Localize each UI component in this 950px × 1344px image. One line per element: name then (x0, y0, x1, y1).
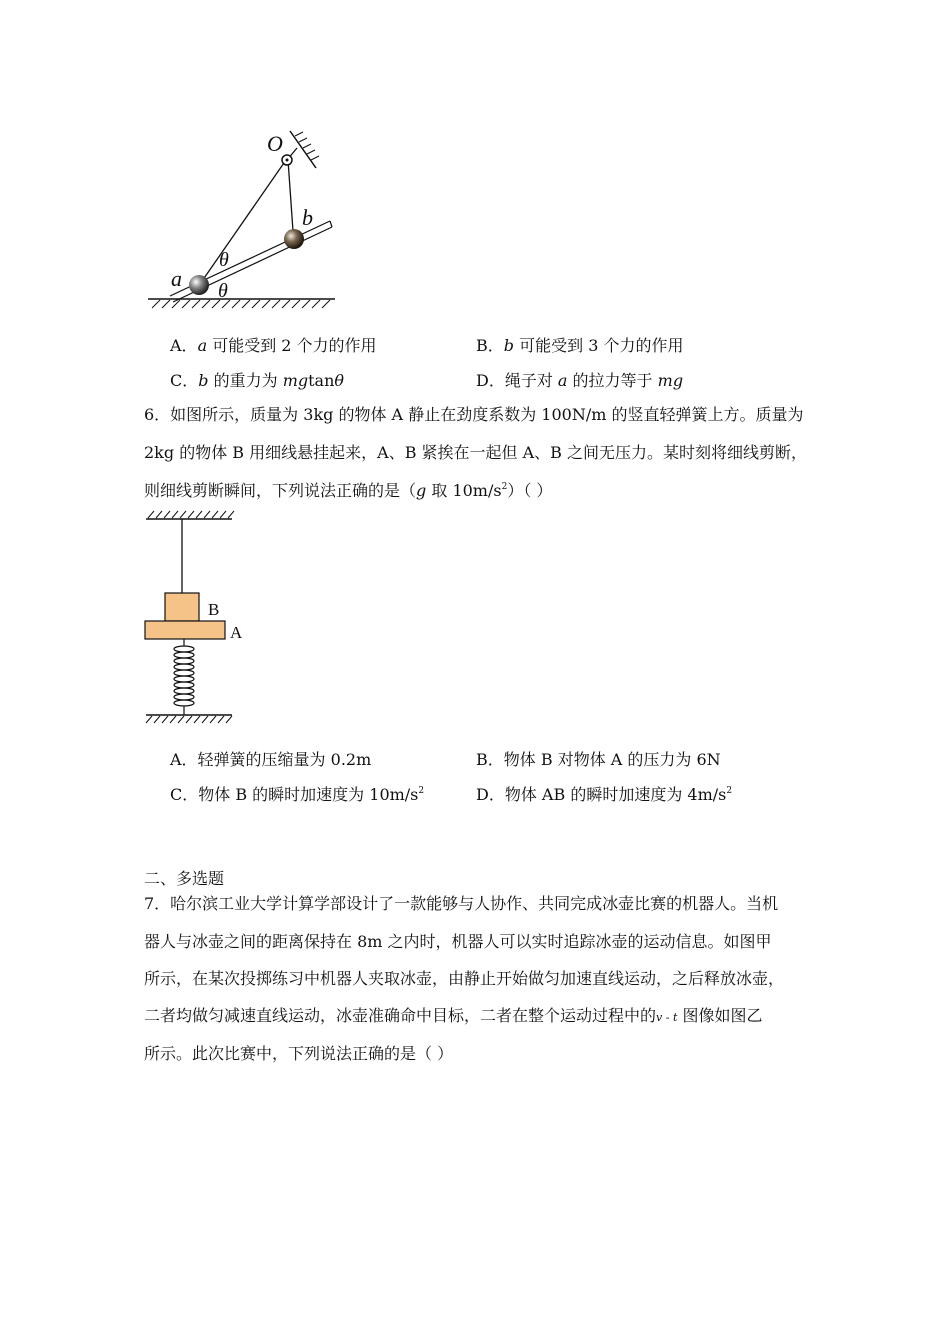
ball-b (284, 229, 304, 249)
q5-option-a: A．a 可能受到 2 个力的作用 (170, 336, 377, 355)
label-block-a: A (230, 623, 243, 642)
block-a (145, 621, 225, 639)
q6-line-1: 6．如图所示，质量为 3kg 的物体 A 静止在劲度系数为 100N/m 的竖直轻弹簧上方。质量为 (144, 405, 804, 424)
q7-line-5: 所示。此次比赛中，下列说法正确的是（ ） (144, 1044, 454, 1063)
q6-option-a: A．轻弹簧的压缩量为 0.2m (170, 750, 372, 769)
q6-option-d: D．物体 AB 的瞬时加速度为 $4m/s^2$ (476, 785, 733, 804)
floor-hatching (146, 716, 232, 723)
ground-hatching (152, 300, 330, 308)
spring (174, 639, 194, 715)
label-block-b: B (208, 600, 220, 619)
label-a: a (171, 266, 182, 291)
label-theta-upper: θ (219, 249, 229, 271)
q7-line-1: 7．哈尔滨工业大学计算学部设计了一款能够与人协作、共同完成冰壶比赛的机器人。当机 (144, 894, 779, 913)
string-o-to-a (200, 160, 286, 284)
label-theta-lower: θ (218, 280, 228, 302)
q7-line-4: 二者均做匀减速直线运动，冰壶准确命中目标，二者在整个运动过程中的v - t 图像如图乙 (144, 1006, 763, 1025)
ball-a (189, 275, 209, 295)
string-o-to-b (288, 160, 293, 231)
q7-line-3: 所示，在某次投掷练习中机器人夹取冰壶，由静止开始做匀加速直线运动，之后释放冰壶， (144, 969, 785, 988)
q6-line-2: 2kg 的物体 B 用细线悬挂起来，A、B 紧挨在一起但 A、B 之间无压力。某时刻将细线剪断， (144, 443, 808, 462)
label-b: b (302, 205, 313, 230)
q6-option-b: B．物体 B 对物体 A 的压力为 6N (476, 750, 721, 769)
q5-option-b: B．b 可能受到 3 个力的作用 (476, 336, 684, 355)
block-b (165, 593, 199, 621)
spring-blocks-figure (140, 505, 260, 730)
wall-support (290, 131, 316, 168)
q5-option-c: C．b 的重力为 mgtanθ (170, 371, 345, 390)
ceiling-hatching (148, 511, 234, 518)
incline-rod-figure (140, 120, 350, 315)
q6-line-3: 则细线剪断瞬间，下列说法正确的是（g 取 $10m/s^2$）（ ） (144, 481, 553, 500)
q6-option-c: C．物体 B 的瞬时加速度为 $10m/s^2$ (170, 785, 425, 804)
q5-option-d: D．绳子对 a 的拉力等于 mg (476, 371, 684, 390)
q7-line-2: 器人与冰壶之间的距离保持在 8m 之内时，机器人可以实时追踪冰壶的运动信息。如图甲 (144, 932, 772, 951)
label-o: O (267, 131, 283, 156)
section-heading: 二、多选题 (144, 869, 225, 888)
